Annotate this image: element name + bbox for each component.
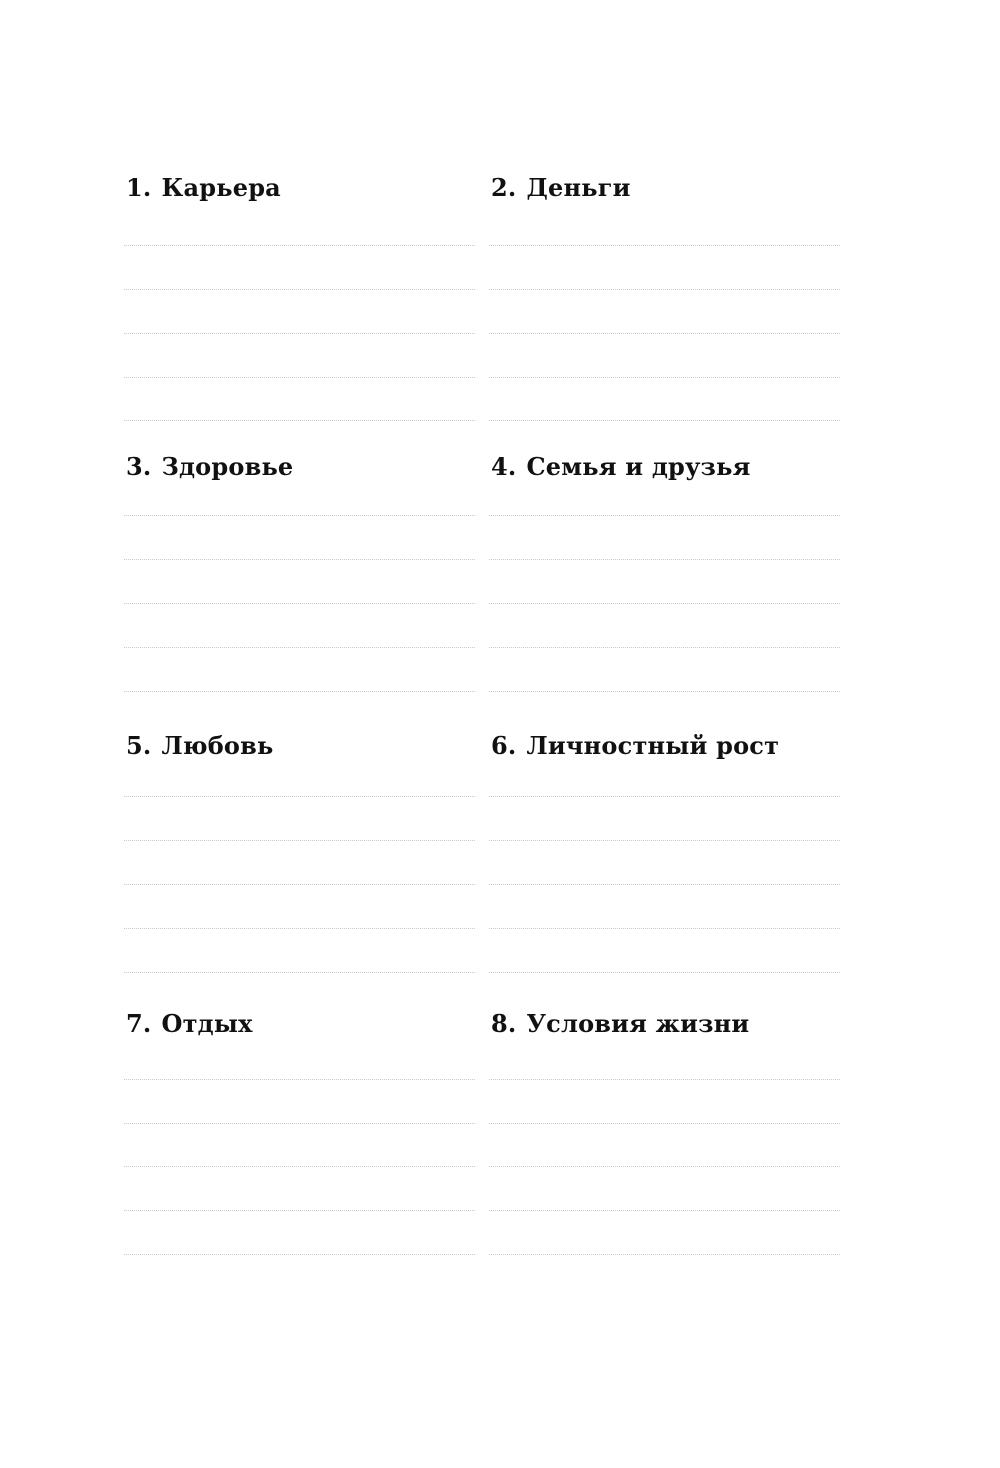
writing-line[interactable] [124,420,475,421]
writing-line[interactable] [489,377,840,378]
writing-line[interactable] [489,603,840,604]
writing-line[interactable] [489,559,840,560]
writing-line[interactable] [489,1166,840,1167]
writing-line[interactable] [489,796,840,797]
writing-line[interactable] [124,796,475,797]
writing-line[interactable] [489,515,840,516]
writing-line[interactable] [489,647,840,648]
section-number: 6. [491,731,517,760]
section-leisure [124,1009,475,1257]
writing-line[interactable] [489,1254,840,1255]
section-health [124,452,475,694]
writing-line[interactable] [489,884,840,885]
section-heading [491,452,751,482]
writing-line[interactable] [124,1166,475,1167]
writing-line[interactable] [124,289,475,290]
section-title: Семья и друзья [526,452,751,481]
writing-line[interactable] [124,1254,475,1255]
writing-line[interactable] [489,840,840,841]
writing-line[interactable] [124,603,475,604]
writing-line[interactable] [489,1079,840,1080]
writing-line[interactable] [124,840,475,841]
writing-line[interactable] [124,559,475,560]
section-number: 3. [126,452,152,481]
section-number: 8. [491,1009,517,1038]
section-heading [126,731,273,761]
section-heading [126,173,281,203]
section-title: Карьера [161,173,281,202]
writing-line[interactable] [124,245,475,246]
writing-line[interactable] [124,377,475,378]
section-career [124,173,475,423]
writing-line[interactable] [124,333,475,334]
writing-line[interactable] [489,289,840,290]
section-number: 7. [126,1009,152,1038]
section-number: 1. [126,173,152,202]
section-title: Личностный рост [526,731,780,760]
section-title: Здоровье [161,452,294,481]
writing-line[interactable] [124,515,475,516]
writing-line[interactable] [124,928,475,929]
section-money [489,173,840,423]
section-living-conditions [489,1009,840,1257]
section-number: 4. [491,452,517,481]
writing-line[interactable] [124,1123,475,1124]
section-heading [126,452,293,482]
writing-line[interactable] [489,691,840,692]
writing-line[interactable] [489,972,840,973]
section-title: Деньги [526,173,631,202]
writing-line[interactable] [489,333,840,334]
section-heading [491,731,779,761]
section-heading [126,1009,253,1039]
section-title: Отдых [161,1009,253,1038]
section-number: 2. [491,173,517,202]
section-love [124,731,475,975]
writing-line[interactable] [124,1079,475,1080]
writing-line[interactable] [124,691,475,692]
writing-line[interactable] [489,420,840,421]
section-family-friends [489,452,840,694]
writing-line[interactable] [489,1210,840,1211]
writing-line[interactable] [489,245,840,246]
section-heading [491,173,631,203]
writing-line[interactable] [489,1123,840,1124]
section-title: Условия жизни [526,1009,750,1038]
writing-line[interactable] [124,884,475,885]
section-heading [491,1009,749,1039]
writing-line[interactable] [124,1210,475,1211]
writing-line[interactable] [489,928,840,929]
section-personal-growth [489,731,840,975]
section-number: 5. [126,731,152,760]
writing-line[interactable] [124,647,475,648]
writing-line[interactable] [124,972,475,973]
section-title: Любовь [161,731,274,760]
